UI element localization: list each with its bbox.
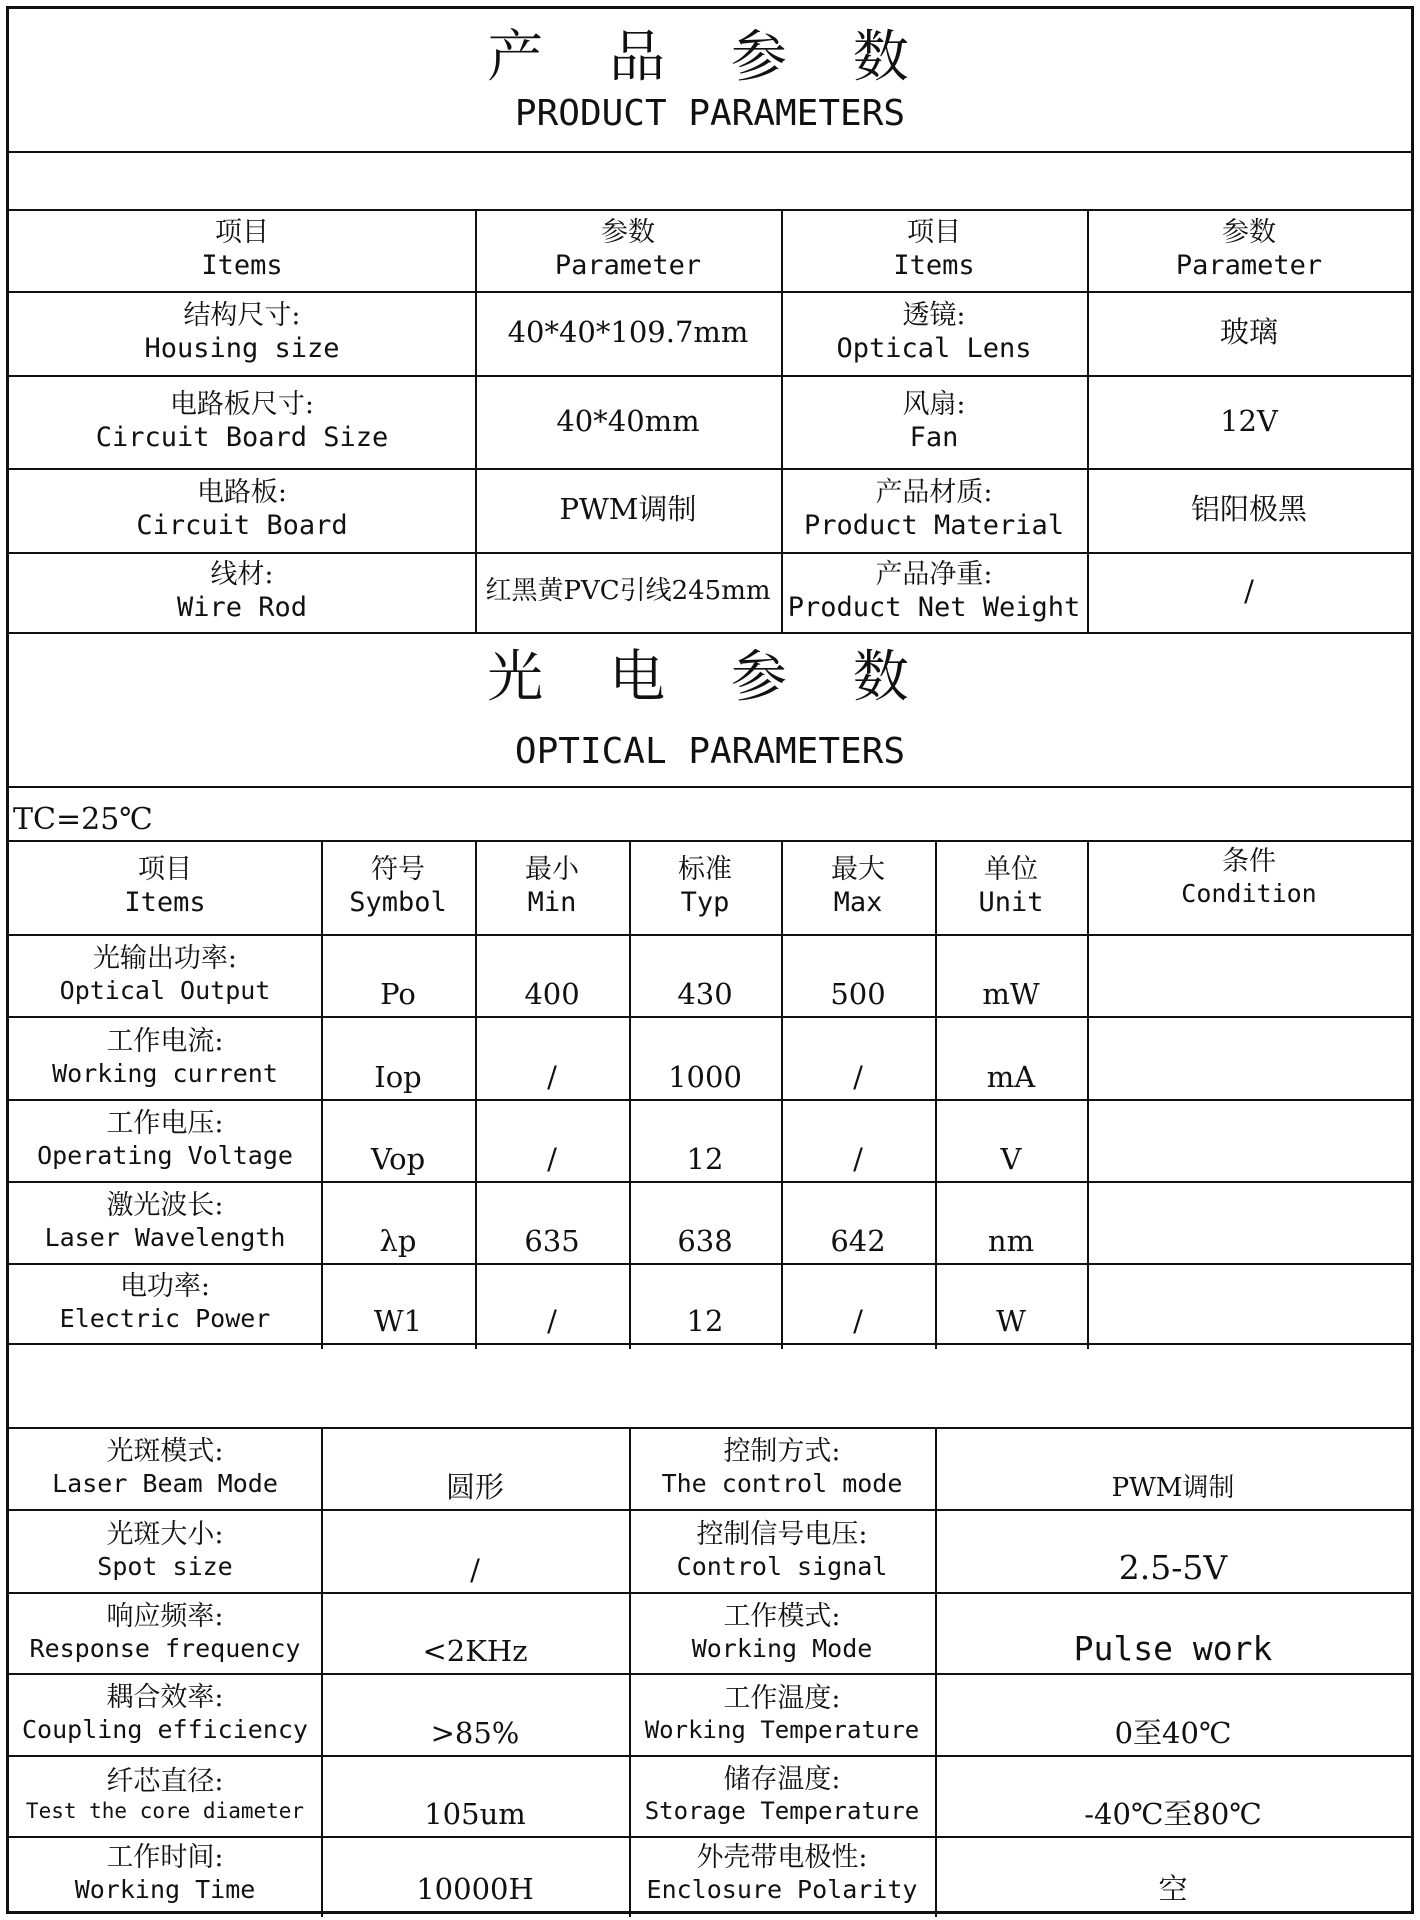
optical-condition xyxy=(1087,934,1411,1016)
optical-condition xyxy=(1087,1099,1411,1181)
optical-typ: 1000 xyxy=(668,1059,742,1094)
optical-max: / xyxy=(853,1059,863,1094)
spec-item: 工作模式: Working Mode xyxy=(691,1600,873,1663)
spec-item: 耦合效率: Coupling efficiency xyxy=(22,1682,308,1745)
optical-typ: 12 xyxy=(686,1303,724,1338)
spec-value: <2KHz xyxy=(422,1633,528,1668)
optical-item: 光输出功率: Optical Output xyxy=(59,943,271,1006)
optical-unit: W xyxy=(996,1303,1026,1338)
product-title xyxy=(9,9,1411,151)
optical-symbol: λp xyxy=(379,1223,417,1258)
optical-typ: 12 xyxy=(686,1141,724,1176)
optical-item: 工作电压: Operating Voltage xyxy=(37,1108,293,1171)
spec-item: 工作温度: Working Temperature xyxy=(644,1682,920,1744)
spec-value: 空 xyxy=(1158,1871,1188,1906)
parameter-sheet xyxy=(6,6,1414,1914)
spec-item: 光斑模式: Laser Beam Mode xyxy=(52,1436,278,1499)
product-title-zh: 产 品 参 数 xyxy=(487,24,933,90)
product-value: 玻璃 xyxy=(1219,315,1278,350)
optical-symbol: Iop xyxy=(374,1059,422,1094)
product-value: 铝阳极黑 xyxy=(1190,492,1307,527)
spec-value: PWM调制 xyxy=(1111,1473,1235,1504)
product-item: 结构尺寸: Housing size xyxy=(144,300,340,364)
spec-value: / xyxy=(470,1552,480,1587)
optical-condition xyxy=(1087,1263,1411,1343)
optical-max: / xyxy=(853,1303,863,1338)
optical-condition xyxy=(1087,1016,1411,1099)
product-item: 产品材质: Product Material xyxy=(803,477,1065,541)
product-item: 透镜: Optical Lens xyxy=(836,300,1032,364)
spec-value: 10000H xyxy=(416,1871,534,1906)
optical-unit: nm xyxy=(987,1223,1035,1258)
optical-title-en: OPTICAL PARAMETERS xyxy=(514,731,906,773)
optical-typ: 430 xyxy=(677,976,733,1011)
product-value: 12V xyxy=(1220,403,1278,438)
optical-min: 635 xyxy=(524,1223,580,1258)
optical-title-zh: 光 电 参 数 xyxy=(487,644,933,710)
optical-item: 激光波长: Laser Wavelength xyxy=(44,1190,286,1253)
spec-item: 控制信号电压: Control signal xyxy=(676,1518,888,1581)
optical-unit: V xyxy=(1000,1141,1022,1176)
optical-max: / xyxy=(853,1141,863,1176)
spec-item: 控制方式: The control mode xyxy=(661,1436,903,1499)
product-item: 产品净重: Product Net Weight xyxy=(787,559,1081,623)
optical-header-typ: 标准 Typ xyxy=(678,854,732,918)
optical-symbol: W1 xyxy=(373,1303,423,1338)
spec-item: 储存温度: Storage Temperature xyxy=(644,1764,920,1826)
rule xyxy=(9,786,1411,788)
optical-item: 电功率: Electric Power xyxy=(59,1271,271,1334)
optical-unit: mA xyxy=(986,1059,1036,1094)
spec-value: Pulse work xyxy=(1073,1628,1273,1668)
optical-unit: mW xyxy=(982,976,1040,1011)
spec-item: 光斑大小: Spot size xyxy=(97,1518,233,1581)
optical-max: 642 xyxy=(830,1223,886,1258)
optical-max: 500 xyxy=(830,976,886,1011)
product-item: 风扇: Fan xyxy=(902,388,966,453)
product-header-items-2: 项目 Items xyxy=(893,217,975,281)
optical-header-max: 最大 Max xyxy=(831,854,885,918)
spec-value: -40℃至80℃ xyxy=(1084,1796,1262,1831)
optical-header-items: 项目 Items xyxy=(124,854,206,918)
product-item: 线材: Wire Rod xyxy=(176,559,308,623)
product-header-parameter-2: 参数 Parameter xyxy=(1175,217,1323,281)
optical-typ: 638 xyxy=(677,1223,733,1258)
product-value: PWM调制 xyxy=(559,492,697,527)
optical-header-unit: 单位 Unit xyxy=(978,854,1044,918)
optical-symbol: Po xyxy=(380,976,416,1011)
spec-value: >85% xyxy=(430,1715,520,1750)
product-value: 红黑黄PVC引线245mm xyxy=(485,576,771,607)
optical-header-symbol: 符号 Symbol xyxy=(349,854,447,918)
product-header-parameter-1: 参数 Parameter xyxy=(554,217,702,281)
product-item: 电路板: Circuit Board xyxy=(136,477,348,541)
optical-min: / xyxy=(547,1303,557,1338)
spec-item: 外壳带电极性: Enclosure Polarity xyxy=(646,1841,918,1904)
spec-value: 2.5-5V xyxy=(1118,1547,1228,1587)
tc-label: TC=25℃ xyxy=(13,802,153,837)
product-item: 电路板尺寸: Circuit Board Size xyxy=(95,388,389,453)
optical-min: / xyxy=(547,1059,557,1094)
product-value: 40*40mm xyxy=(556,403,700,438)
rule xyxy=(9,151,1411,153)
optical-header-condition: 条件 Condition xyxy=(1181,846,1317,908)
spec-item: 纤芯直径: Test the core diameter xyxy=(25,1766,305,1824)
optical-title xyxy=(9,632,1411,786)
optical-header-min: 最小 Min xyxy=(525,854,579,918)
optical-min: 400 xyxy=(524,976,580,1011)
product-header-items-1: 项目 Items xyxy=(201,217,283,281)
optical-min: / xyxy=(547,1141,557,1176)
spec-value: 0至40℃ xyxy=(1114,1715,1232,1750)
optical-condition xyxy=(1087,1181,1411,1263)
product-value: 40*40*109.7mm xyxy=(507,315,749,350)
optical-item: 工作电流: Working current xyxy=(52,1025,278,1088)
spec-item: 响应频率: Response frequency xyxy=(29,1600,301,1663)
optical-symbol: Vop xyxy=(370,1141,426,1176)
product-title-en: PRODUCT PARAMETERS xyxy=(514,93,906,135)
product-value: / xyxy=(1244,574,1254,609)
rule xyxy=(9,1343,1411,1345)
spec-item: 工作时间: Working Time xyxy=(74,1841,256,1904)
spec-value: 圆形 xyxy=(445,1469,504,1504)
spec-value: 105um xyxy=(424,1796,526,1831)
